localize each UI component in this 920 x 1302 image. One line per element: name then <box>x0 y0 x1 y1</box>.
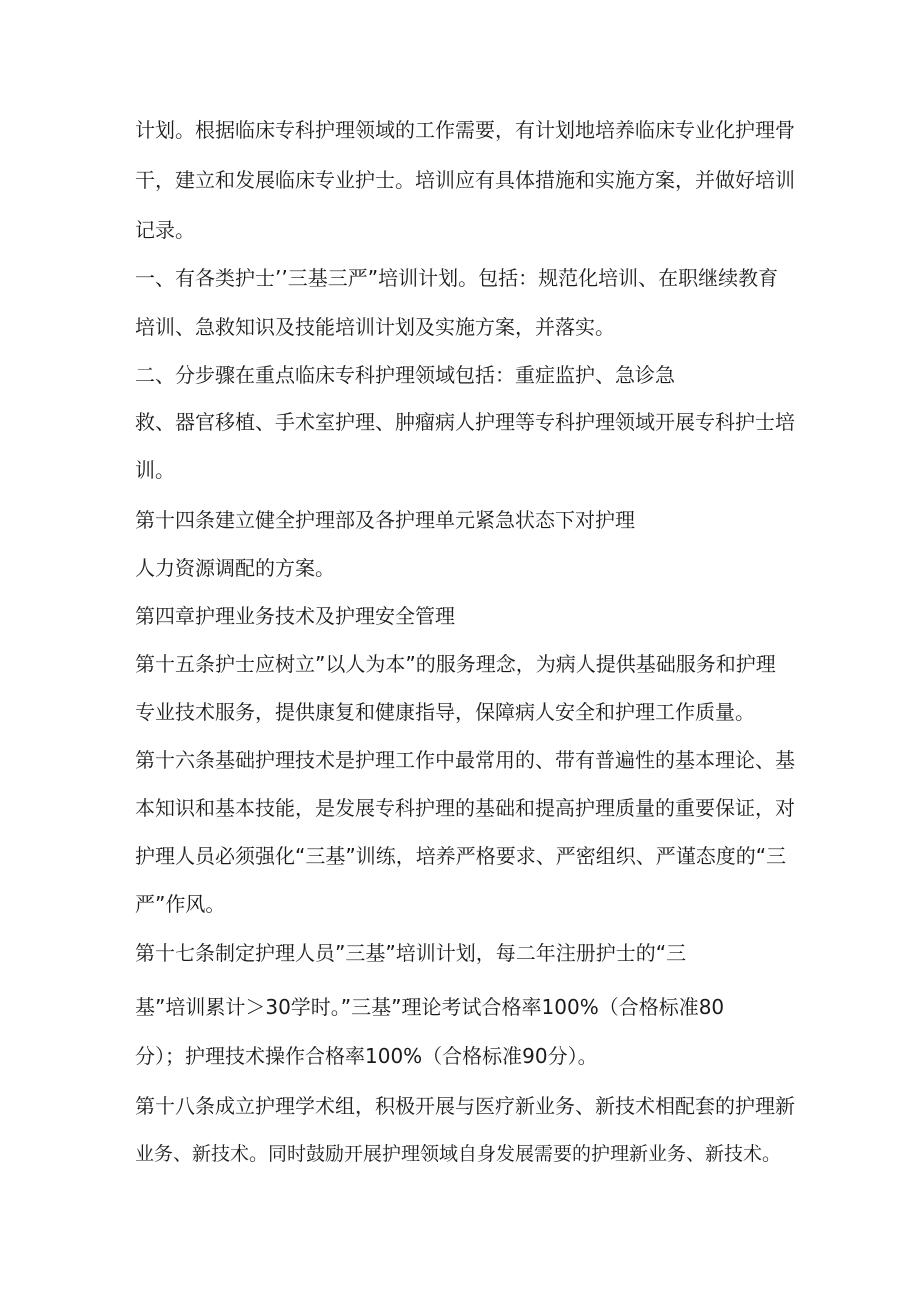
text-line: 第十八条成立护理学术组，积极开展与医疗新业务、新技术相配套的护理新 <box>135 1094 795 1118</box>
text-line: 干，建立和发展临床专业护士。培训应有具体措施和实施方案，并做好培训 <box>135 168 795 192</box>
text-line: 本知识和基本技能，是发展专科护理的基础和提高护理质量的重要保证，对 <box>135 796 795 820</box>
text-line: 第十四条建立健全护理部及各护理单元紧急状态下对护理 <box>135 508 635 532</box>
text-line: 人力资源调配的方案。 <box>135 556 335 580</box>
text-line: 培训、急救知识及技能培训计划及实施方案，并落实。 <box>135 315 615 339</box>
text-line: 护理人员必须强化“三基”训练，培养严格要求、严密组织、严谨态度的“三 <box>135 844 787 868</box>
text-line: 一、有各类护士’’三基三严”培训计划。包括：规范化培训、在职继续教育 <box>135 266 779 290</box>
text-line: 第十六条基础护理技术是护理工作中最常用的、带有普遍性的基本理论、基 <box>135 748 795 772</box>
text-line: 严”作风。 <box>135 892 226 916</box>
text-line: 第十七条制定护理人员”三基”培训计划，每二年注册护士的“三 <box>135 941 687 965</box>
text-line: 第十五条护士应树立”以人为本”的服务理念，为病人提供基础服务和护理 <box>135 652 776 676</box>
text-line: 救、器官移植、手术室护理、肿瘤病人护理等专科护理领域开展专科护士培 <box>135 410 795 434</box>
text-line: 训。 <box>135 458 175 482</box>
text-line: 记录。 <box>135 218 195 242</box>
text-line: 分）；护理技术操作合格率100%（合格标准90分）。 <box>135 1044 598 1068</box>
text-line: 专业技术服务，提供康复和健康指导，保障病人安全和护理工作质量。 <box>135 700 755 724</box>
text-line: 二、分步骤在重点临床专科护理领域包括：重症监护、急诊急 <box>135 363 675 387</box>
text-line: 基”培训累计＞30学时。”三基”理论考试合格率100%（合格标准80 <box>135 995 725 1019</box>
section-heading: 第四章护理业务技术及护理安全管理 <box>135 604 455 628</box>
text-line: 计划。根据临床专科护理领域的工作需要，有计划地培养临床专业化护理骨 <box>135 118 795 142</box>
text-line: 业务、新技术。同时鼓励开展护理领域自身发展需要的护理新业务、新技术。 <box>135 1143 782 1165</box>
